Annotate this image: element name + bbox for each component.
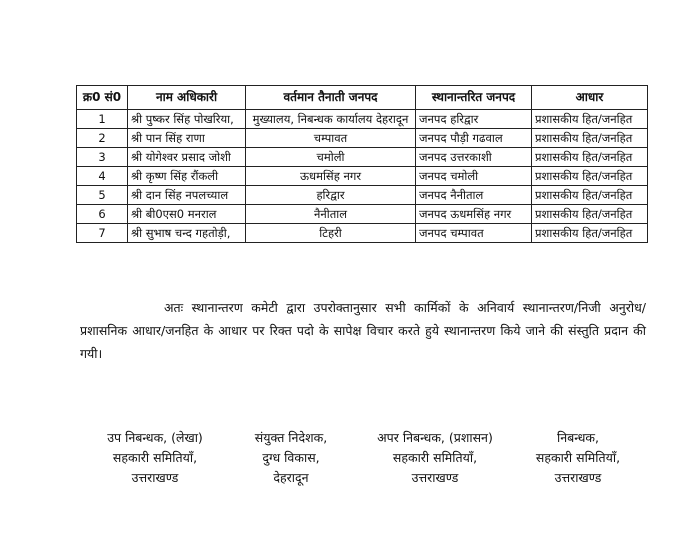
signatory-deputy-registrar	[96, 428, 214, 488]
signatory-department: दुग्ध विकास,	[262, 450, 320, 465]
officer-name-cell: श्री पान सिंह राणा	[128, 129, 246, 148]
table-row	[77, 110, 648, 129]
basis-cell: प्रशासकीय हित/जनहित	[532, 186, 648, 205]
transferred-district-cell: जनपद ऊधमसिंह नगर	[416, 205, 532, 224]
header-officer-name: नाम अधिकारी	[128, 86, 246, 110]
serial-cell: 2	[77, 129, 128, 148]
table-row	[77, 205, 648, 224]
signatory-registrar	[514, 428, 642, 488]
serial-cell: 7	[77, 224, 128, 243]
basis-cell: प्रशासकीय हित/जनहित	[532, 148, 648, 167]
current-district-cell: ऊधमसिंह नगर	[246, 167, 416, 186]
basis-cell: प्रशासकीय हित/जनहित	[532, 129, 648, 148]
transferred-district-cell: जनपद चम्पावत	[416, 224, 532, 243]
serial-cell: 5	[77, 186, 128, 205]
header-basis: आधार	[532, 86, 648, 110]
officer-name-cell: श्री बी0एस0 मनराल	[128, 205, 246, 224]
table-row	[77, 167, 648, 186]
officer-name-cell: श्री पुष्कर सिंह पोखरिया,	[128, 110, 246, 129]
table-row	[77, 148, 648, 167]
signatory-title: निबन्धक,	[556, 430, 600, 445]
signatory-joint-director	[236, 428, 346, 488]
table-header-row	[77, 86, 648, 110]
serial-cell: 6	[77, 205, 128, 224]
signatory-department: सहकारी समितियाँ,	[112, 450, 198, 465]
basis-cell: प्रशासकीय हित/जनहित	[532, 224, 648, 243]
officer-name-cell: श्री योगेश्वर प्रसाद जोशी	[128, 148, 246, 167]
basis-cell: प्रशासकीय हित/जनहित	[532, 110, 648, 129]
serial-cell: 1	[77, 110, 128, 129]
current-district-cell: मुख्यालय, निबन्धक कार्यालय देहरादून	[246, 110, 416, 129]
table-row	[77, 186, 648, 205]
signatory-department: सहकारी समितियाँ,	[535, 450, 621, 465]
header-serial: क्र0 सं0	[77, 86, 128, 110]
transferred-district-cell: जनपद पौड़ी गढवाल	[416, 129, 532, 148]
transferred-district-cell: जनपद हरिद्वार	[416, 110, 532, 129]
officer-name-cell: श्री कृष्ण सिंह रौंकली	[128, 167, 246, 186]
signatory-title: उप निबन्धक, (लेखा)	[107, 430, 203, 445]
current-district-cell: नैनीताल	[246, 205, 416, 224]
transferred-district-cell: जनपद चमोली	[416, 167, 532, 186]
serial-cell: 4	[77, 167, 128, 186]
signatory-location: देहरादून	[273, 470, 309, 485]
serial-cell: 3	[77, 148, 128, 167]
current-district-cell: टिहरी	[246, 224, 416, 243]
signatory-location: उत्तराखण्ड	[411, 470, 459, 485]
signatory-department: सहकारी समितियाँ,	[392, 450, 478, 465]
signatory-title: संयुक्त निदेशक,	[254, 430, 328, 445]
officer-name-cell: श्री दान सिंह नपलच्याल	[128, 186, 246, 205]
signatory-title: अपर निबन्धक, (प्रशासन)	[377, 430, 493, 445]
officer-name-cell: श्री सुभाष चन्द गहतोड़ी,	[128, 224, 246, 243]
signatory-additional-registrar	[360, 428, 510, 488]
transferred-district-cell: जनपद उत्तरकाशी	[416, 148, 532, 167]
transfer-table	[76, 85, 648, 243]
header-transferred-district: स्थानान्तरित जनपद	[416, 86, 532, 110]
transferred-district-cell: जनपद नैनीताल	[416, 186, 532, 205]
recommendation-text: अतः स्थानान्तरण कमेटी द्वारा उपरोक्तानुसार सभी कार्मिकों के अनिवार्य स्थानान्तरण/निजी अनुरोध/प्रशासनिक आधार/जनहित के आधार पर रिक्त पदो के सापेक्ष विचार करते हुये स्थानान्तरण किये जाने की संस्तुति प्रदान की गयी।	[80, 300, 646, 361]
current-district-cell: हरिद्वार	[246, 186, 416, 205]
table-row	[77, 129, 648, 148]
signatory-location: उत्तराखण्ड	[554, 470, 602, 485]
basis-cell: प्रशासकीय हित/जनहित	[532, 167, 648, 186]
basis-cell: प्रशासकीय हित/जनहित	[532, 205, 648, 224]
signatory-location: उत्तराखण्ड	[131, 470, 179, 485]
header-current-district: वर्तमान तैनाती जनपद	[246, 86, 416, 110]
recommendation-paragraph	[80, 296, 646, 365]
current-district-cell: चमोली	[246, 148, 416, 167]
table-row	[77, 224, 648, 243]
current-district-cell: चम्पावत	[246, 129, 416, 148]
